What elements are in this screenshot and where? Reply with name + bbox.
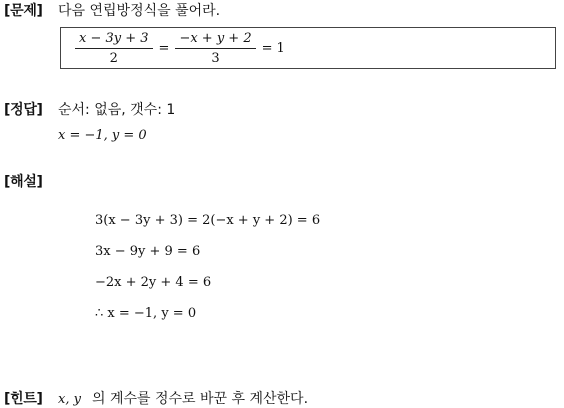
solution-step-2: 3x − 9y + 9 = 6 [95,244,201,259]
solution-label: [해설] [4,174,43,190]
solution-step-1: 3(x − 3y + 3) = 2(−x + y + 2) = 6 [95,213,321,228]
fraction-2-numerator: −x + y + 2 [175,31,255,49]
equals-sign-2: = [261,41,273,56]
equation-rhs: 1 [276,41,285,56]
equation-box [60,27,556,69]
equals-sign-1: = [158,41,170,56]
answer-summary: 순서: 없음, 갯수: 1 [58,102,176,118]
problem-text: 다음 연립방정식을 풀어라. [58,3,221,19]
solution-step-4: ∴ x = −1, y = 0 [95,306,197,321]
answer-label: [정답] [4,102,43,118]
fraction-2 [175,31,255,66]
fraction-2-denominator: 3 [211,51,220,66]
hint-text: 의 계수를 정수로 바꾼 후 계산한다. [92,391,309,407]
equation [73,31,285,66]
fraction-1-numerator: x − 3y + 3 [75,31,153,49]
fraction-1-denominator: 2 [109,51,118,66]
hint-label: [힌트] [4,391,43,407]
problem-label: [문제] [4,3,43,19]
solution-step-3: −2x + 2y + 4 = 6 [95,275,212,290]
answer-result: x = −1, y = 0 [58,128,147,143]
hint-variables: x, y [58,392,81,407]
fraction-1 [75,31,153,66]
